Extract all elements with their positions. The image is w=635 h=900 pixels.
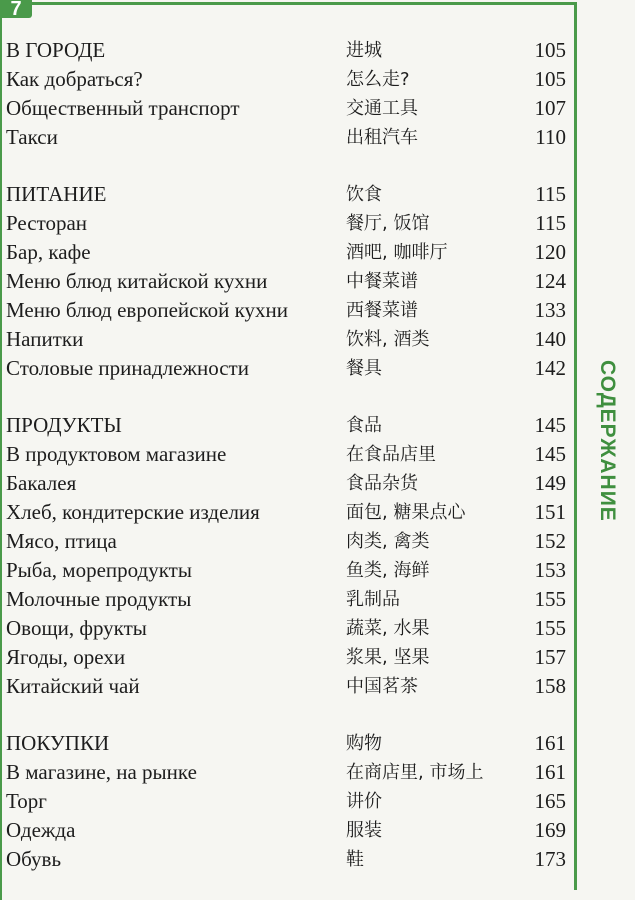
entry-title-zh: 饮食 <box>346 184 382 205</box>
toc-entry[interactable] <box>0 123 572 152</box>
entry-title-ru: Меню блюд европейской кухни <box>6 298 288 322</box>
entry-page-number: 169 <box>534 818 566 842</box>
section-gap <box>0 701 572 729</box>
toc-entry[interactable] <box>0 325 572 354</box>
entry-page-number: 152 <box>534 529 566 553</box>
entry-title-ru: Торг <box>6 789 47 813</box>
toc-section-heading[interactable] <box>0 180 572 209</box>
entry-title-ru: Бар, кафе <box>6 240 91 264</box>
toc-entry[interactable] <box>0 65 572 94</box>
entry-title-zh: 出租汽车 <box>346 127 418 148</box>
entry-page-number: 145 <box>534 413 566 437</box>
toc-entry[interactable] <box>0 816 572 845</box>
toc-entry[interactable] <box>0 758 572 787</box>
entry-title-ru: ПРОДУКТЫ <box>6 413 122 437</box>
entry-title-ru: ПИТАНИЕ <box>6 182 107 206</box>
entry-page-number: 149 <box>534 471 566 495</box>
toc-entry[interactable] <box>0 643 572 672</box>
entry-title-ru: В продуктовом магазине <box>6 442 227 466</box>
entry-page-number: 107 <box>534 96 566 120</box>
section-side-label: СОДЕРЖАНИЕ <box>596 360 619 522</box>
entry-title-zh: 讲价 <box>346 791 382 812</box>
entry-page-number: 161 <box>534 731 566 755</box>
entry-page-number: 157 <box>534 645 566 669</box>
entry-page-number: 124 <box>534 269 566 293</box>
entry-title-ru: Как добраться? <box>6 67 143 91</box>
section-gap <box>0 152 572 180</box>
entry-title-zh: 饮料, 酒类 <box>346 329 430 350</box>
entry-title-zh: 餐厅, 饭馆 <box>346 213 430 234</box>
entry-title-ru: Обувь <box>6 847 62 871</box>
entry-title-zh: 服装 <box>346 820 382 841</box>
entry-title-ru: Ягоды, орехи <box>6 645 126 669</box>
toc-section-heading[interactable] <box>0 411 572 440</box>
entry-title-zh: 乳制品 <box>346 589 400 610</box>
entry-title-zh: 食品杂货 <box>346 473 418 494</box>
toc-section-heading[interactable] <box>0 729 572 758</box>
toc-entry[interactable] <box>0 556 572 585</box>
entry-page-number: 142 <box>534 356 566 380</box>
entry-title-ru: Одежда <box>6 818 76 842</box>
entry-title-ru: ПОКУПКИ <box>6 731 110 755</box>
entry-title-zh: 鞋 <box>346 849 364 870</box>
toc-entry[interactable] <box>0 787 572 816</box>
entry-page-number: 120 <box>534 240 566 264</box>
toc-entry[interactable] <box>0 238 572 267</box>
entry-page-number: 155 <box>534 616 566 640</box>
entry-page-number: 165 <box>534 789 566 813</box>
entry-page-number: 155 <box>534 587 566 611</box>
entry-title-zh: 鱼类, 海鲜 <box>346 560 430 581</box>
entry-title-zh: 在食品店里 <box>346 444 436 465</box>
entry-page-number: 158 <box>534 674 566 698</box>
entry-title-zh: 餐具 <box>346 358 382 379</box>
entry-title-ru: В ГОРОДЕ <box>6 38 106 62</box>
entry-title-ru: В магазине, на рынке <box>6 760 197 784</box>
entry-page-number: 110 <box>535 125 566 149</box>
toc-entry[interactable] <box>0 94 572 123</box>
entry-title-zh: 购物 <box>346 733 382 754</box>
section-gap <box>0 383 572 411</box>
entry-title-zh: 面包, 糖果点心 <box>346 502 466 523</box>
entry-title-zh: 浆果, 坚果 <box>346 647 430 668</box>
entry-title-zh: 酒吧, 咖啡厅 <box>346 242 448 263</box>
entry-page-number: 161 <box>534 760 566 784</box>
entry-title-ru: Бакалея <box>6 471 77 495</box>
entry-title-zh: 中国茗茶 <box>346 676 418 697</box>
toc-entry[interactable] <box>0 845 572 874</box>
entry-page-number: 140 <box>534 327 566 351</box>
entry-title-zh: 在商店里, 市场上 <box>346 762 484 783</box>
entry-title-ru: Такси <box>6 125 58 149</box>
frame-right-line <box>574 2 577 890</box>
entry-title-ru: Китайский чай <box>6 674 140 698</box>
entry-title-zh: 肉类, 禽类 <box>346 531 430 552</box>
entry-title-zh: 怎么走? <box>346 69 410 90</box>
entry-title-zh: 食品 <box>346 415 382 436</box>
toc-entry[interactable] <box>0 585 572 614</box>
entry-page-number: 173 <box>534 847 566 871</box>
entry-title-ru: Общественный транспорт <box>6 96 240 120</box>
entry-title-ru: Хлеб, кондитерские изделия <box>6 500 260 524</box>
entry-title-ru: Столовые принадлежности <box>6 356 249 380</box>
toc-entry[interactable] <box>0 672 572 701</box>
entry-title-zh: 西餐菜谱 <box>346 300 418 321</box>
entry-page-number: 115 <box>535 182 566 206</box>
entry-title-ru: Ресторан <box>6 211 88 235</box>
entry-title-zh: 交通工具 <box>346 98 418 119</box>
page-number: 7 <box>0 0 32 18</box>
toc-entry[interactable] <box>0 209 572 238</box>
entry-title-zh: 进城 <box>346 40 382 61</box>
toc-entry[interactable] <box>0 296 572 325</box>
entry-page-number: 153 <box>534 558 566 582</box>
entry-title-ru: Рыба, морепродукты <box>6 558 192 582</box>
table-of-contents <box>0 36 572 874</box>
toc-entry[interactable] <box>0 469 572 498</box>
toc-entry[interactable] <box>0 267 572 296</box>
toc-entry[interactable] <box>0 527 572 556</box>
entry-title-ru: Овощи, фрукты <box>6 616 147 640</box>
toc-section-heading[interactable] <box>0 36 572 65</box>
toc-entry[interactable] <box>0 354 572 383</box>
toc-entry[interactable] <box>0 440 572 469</box>
entry-page-number: 151 <box>534 500 566 524</box>
frame-top-line <box>30 2 576 5</box>
toc-entry[interactable] <box>0 614 572 643</box>
entry-title-ru: Мясо, птица <box>6 529 117 553</box>
entry-page-number: 105 <box>534 38 566 62</box>
entry-title-ru: Меню блюд китайской кухни <box>6 269 268 293</box>
toc-entry[interactable] <box>0 498 572 527</box>
entry-title-ru: Молочные продукты <box>6 587 192 611</box>
entry-title-ru: Напитки <box>6 327 84 351</box>
entry-title-zh: 中餐菜谱 <box>346 271 418 292</box>
entry-page-number: 133 <box>534 298 566 322</box>
entry-page-number: 115 <box>535 211 566 235</box>
entry-page-number: 145 <box>534 442 566 466</box>
entry-title-zh: 蔬菜, 水果 <box>346 618 430 639</box>
entry-page-number: 105 <box>534 67 566 91</box>
